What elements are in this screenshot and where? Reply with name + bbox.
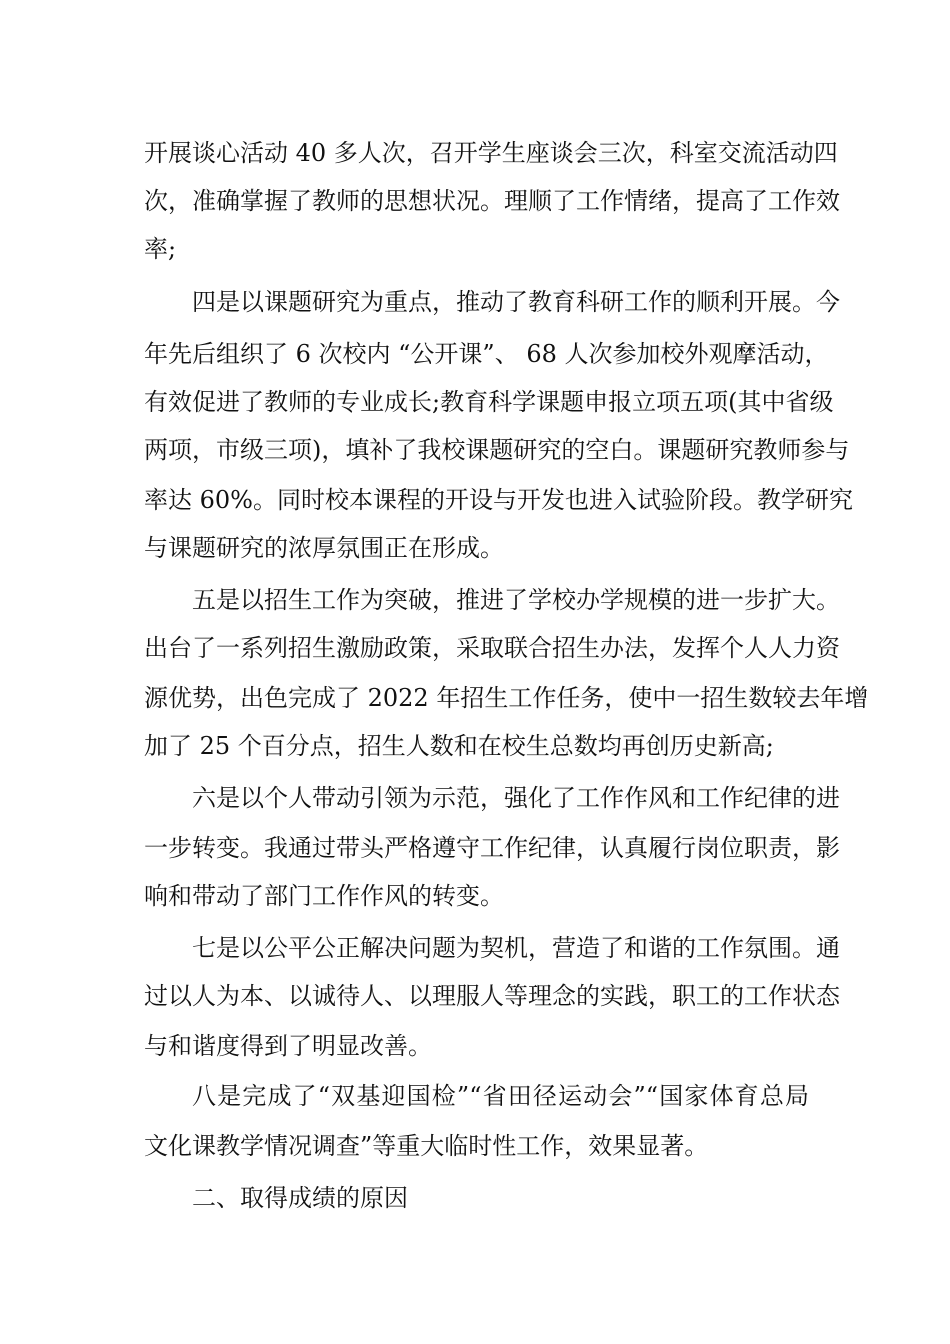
paragraph-start-line: 五是以招生工作为突破，推进了学校办学规模的进一步扩大。 (192, 586, 840, 614)
text-line: 过以人为本、以诚待人、以理服人等理念的实践，职工的工作状态 (144, 982, 840, 1010)
text-line: 响和带动了部门工作作风的转变。 (144, 882, 504, 910)
text-line: 一步转变。我通过带头严格遵守工作纪律，认真履行岗位职责，影 (144, 834, 840, 862)
text-line: 与和谐度得到了明显改善。 (144, 1032, 432, 1060)
text-line: 与课题研究的浓厚氛围正在形成。 (144, 534, 504, 562)
paragraph-start-line: 四是以课题研究为重点，推动了教育科研工作的顺利开展。今 (192, 288, 840, 316)
text-line: 出台了一系列招生激励政策，采取联合招生办法，发挥个人人力资 (144, 634, 840, 662)
text-line: 率达 60%。同时校本课程的开设与开发也进入试验阶段。教学研究 (144, 486, 853, 514)
text-line: 有效促进了教师的专业成长;教育科学课题申报立项五项(其中省级 (144, 388, 834, 416)
paragraph-start-line: 六是以个人带动引领为示范，强化了工作作风和工作纪律的进 (192, 784, 840, 812)
section-heading: 二、取得成绩的原因 (192, 1184, 408, 1212)
text-line: 率; (144, 235, 177, 263)
text-line: 次，准确掌握了教师的思想状况。理顺了工作情绪，提高了工作效 (144, 187, 840, 215)
text-line: 年先后组织了 6 次校内 “公开课”、 68 人次参加校外观摩活动， (144, 340, 829, 368)
text-line: 开展谈心活动 40 多人次，召开学生座谈会三次，科室交流活动四 (144, 139, 838, 167)
text-line: 加了 25 个百分点，招生人数和在校生总数均再创历史新高; (144, 732, 774, 760)
paragraph-start-line: 八是完成了“双基迎国检”“省田径运动会”“国家体育总局 (192, 1082, 809, 1110)
text-line: 源优势，出色完成了 2022 年招生工作任务，使中一招生数较去年增 (144, 684, 869, 712)
text-line: 两项，市级三项)，填补了我校课题研究的空白。课题研究教师参与 (144, 436, 850, 464)
paragraph-start-line: 七是以公平公正解决问题为契机，营造了和谐的工作氛围。通 (192, 934, 840, 962)
text-line: 文化课教学情况调查”等重大临时性工作，效果显著。 (144, 1132, 709, 1160)
